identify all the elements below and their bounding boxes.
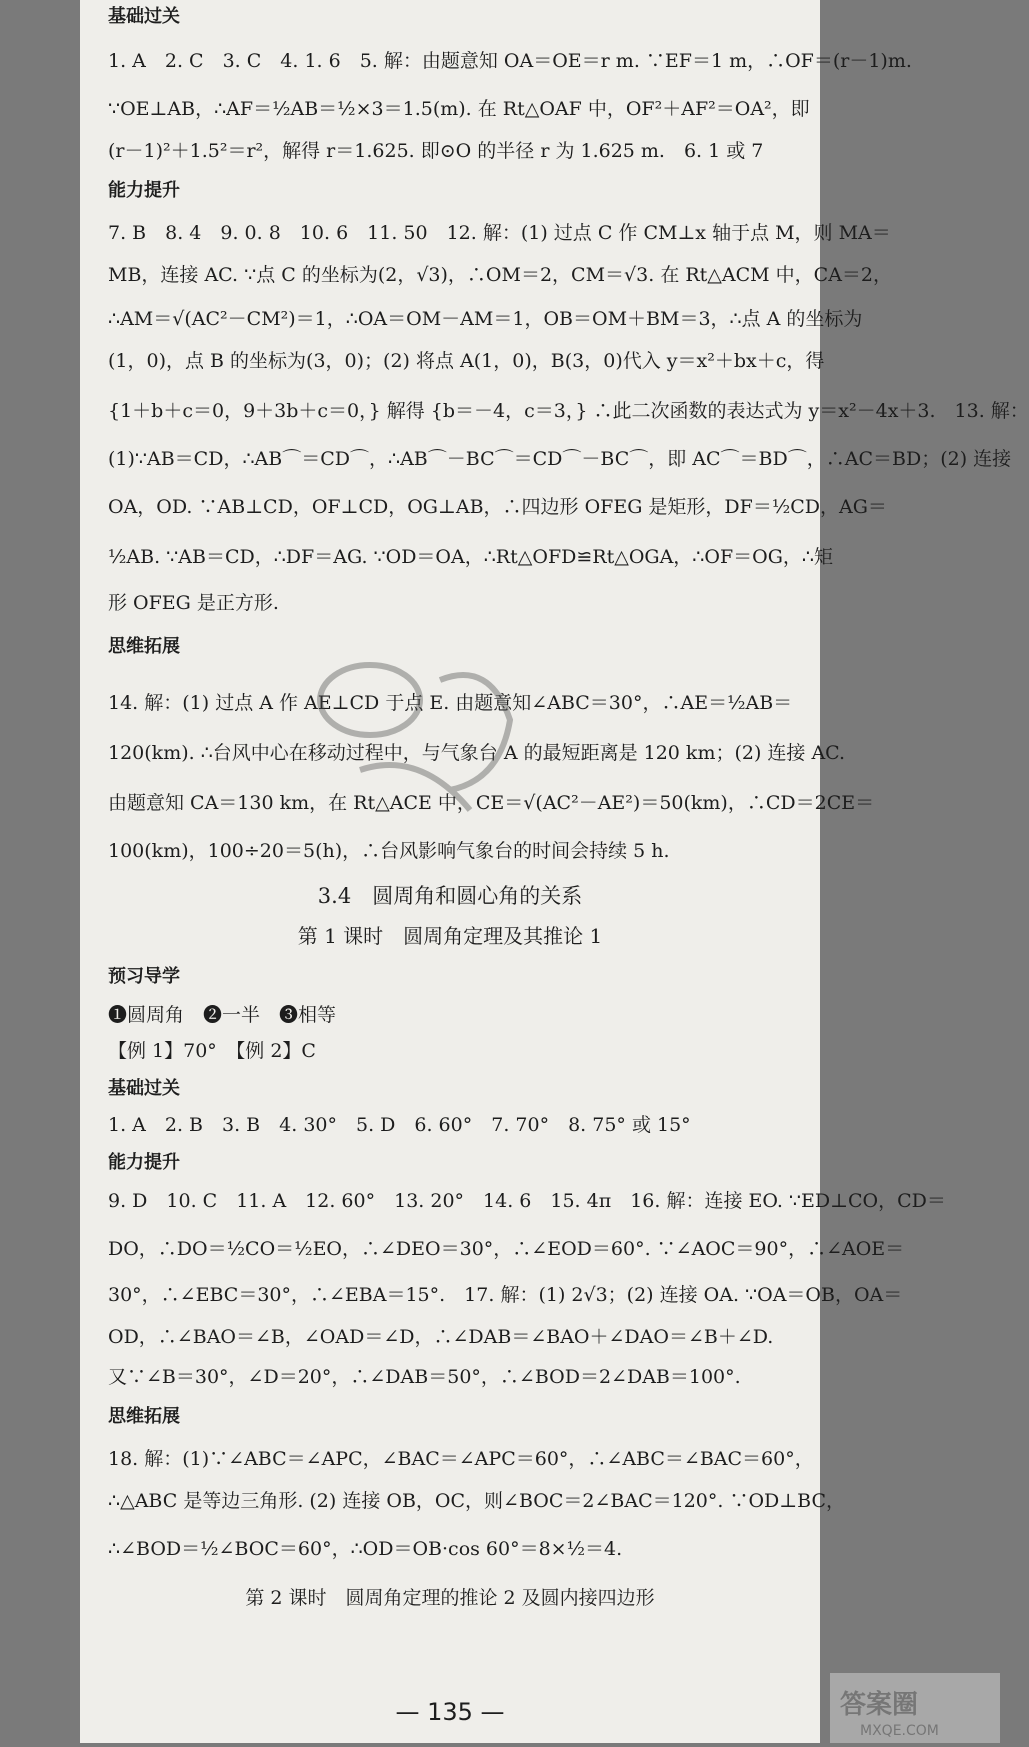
site-logo bbox=[830, 1673, 1000, 1743]
lesson-title: 第 2 课时 圆周角定理的推论 2 及圆内接四边形 bbox=[245, 1587, 655, 1609]
section-heading: 能力提升 bbox=[108, 180, 180, 201]
text-line: 7. B 8. 4 9. 0. 8 10. 6 11. 50 12. 解：(1) 过点 C 作 CM⊥x 轴于点 M，则 MA＝ bbox=[108, 222, 891, 244]
text-line: 由题意知 CA＝130 km，在 Rt△ACE 中，CE＝√(AC²－AE²)＝50(km)，∴CD＝2CE＝ bbox=[108, 792, 875, 814]
text-line: OA，OD. ∵AB⊥CD，OF⊥CD，OG⊥AB，∴四边形 OFEG 是矩形，DF＝½CD，AG＝ bbox=[108, 496, 887, 518]
text-line: 30°，∴∠EBC＝30°，∴∠EBA＝15°. 17. 解：(1) 2√3；(2) 连接 OA. ∵OA＝OB，OA＝ bbox=[108, 1284, 903, 1306]
text-line: 1. A 2. B 3. B 4. 30° 5. D 6. 60° 7. 70° 8. 75° 或 15° bbox=[108, 1114, 691, 1136]
text-line: ∴AM＝√(AC²－CM²)＝1，∴OA＝OM－AM＝1，OB＝OM＋BM＝3，∴点 A 的坐标为 bbox=[108, 308, 863, 330]
text-line: 9. D 10. C 11. A 12. 60° 13. 20° 14. 6 15. 4π 16. 解：连接 EO. ∵ED⊥CO，CD＝ bbox=[108, 1190, 946, 1212]
text-line: DO，∴DO＝½CO＝½EO，∴∠DEO＝30°，∴∠EOD＝60°. ∵∠AOC＝90°，∴∠AOE＝ bbox=[108, 1238, 905, 1260]
text-line: 1. A 2. C 3. C 4. 1. 6 5. 解：由题意知 OA＝OE＝r m. ∵EF＝1 m，∴OF＝(r－1)m. bbox=[108, 50, 912, 72]
text-line: (1)∵AB＝CD，∴AB⌒＝CD⌒，∴AB⌒－BC⌒＝CD⌒－BC⌒，即 AC⌒＝BD⌒，∴AC＝BD；(2) 连接 bbox=[108, 448, 1012, 470]
text-line: (r－1)²＋1.5²＝r²，解得 r＝1.625. 即⊙O 的半径 r 为 1.625 m. 6. 1 或 7 bbox=[108, 140, 764, 162]
svg-text:MXQE.COM: MXQE.COM bbox=[860, 1723, 939, 1739]
text-line: OD，∴∠BAO＝∠B，∠OAD＝∠D，∴∠DAB＝∠BAO＋∠DAO＝∠B＋∠D. bbox=[108, 1326, 774, 1348]
text-line: ∵OE⊥AB，∴AF＝½AB＝½×3＝1.5(m). 在 Rt△OAF 中，OF²＋AF²＝OA²，即 bbox=[108, 98, 810, 120]
section-heading: 能力提升 bbox=[108, 1152, 180, 1173]
section-heading: 基础过关 bbox=[108, 1078, 180, 1099]
page-number: — 135 — bbox=[395, 1698, 505, 1726]
text-line: 又∵∠B＝30°，∠D＝20°，∴∠DAB＝50°，∴∠BOD＝2∠DAB＝100°. bbox=[108, 1366, 741, 1388]
section-heading: 思维拓展 bbox=[108, 1406, 180, 1427]
text-line: 100(km)，100÷20＝5(h)，∴台风影响气象台的时间会持续 5 h. bbox=[108, 840, 670, 862]
text-line: 形 OFEG 是正方形. bbox=[108, 592, 279, 614]
lesson-title: 第 1 课时 圆周角定理及其推论 1 bbox=[297, 924, 603, 948]
section-title: 3.4 圆周角和圆心角的关系 bbox=[317, 884, 583, 908]
text-line: ∴∠BOD＝½∠BOC＝60°，∴OD＝OB·cos 60°＝8×½＝4. bbox=[108, 1538, 623, 1560]
text-line: ∴△ABC 是等边三角形. (2) 连接 OB，OC，则∠BOC＝2∠BAC＝120°. ∵OD⊥BC， bbox=[108, 1490, 845, 1512]
text-line: (1，0)，点 B 的坐标为(3，0)；(2) 将点 A(1，0)，B(3，0)代入 y＝x²＋bx＋c，得 bbox=[108, 350, 825, 372]
text-line: ½AB. ∵AB＝CD，∴DF＝AG. ∵OD＝OA，∴Rt△OFD≌Rt△OGA，∴OF＝OG，∴矩 bbox=[108, 546, 833, 568]
section-heading: 基础过关 bbox=[108, 6, 180, 27]
text-line: ❶圆周角 ❷一半 ❸相等 bbox=[108, 1004, 337, 1026]
section-heading: 预习导学 bbox=[108, 966, 180, 987]
text-line: 14. 解：(1) 过点 A 作 AE⊥CD 于点 E. 由题意知∠ABC＝30°，∴AE＝½AB＝ bbox=[108, 692, 793, 714]
text-line: 【例 1】70° 【例 2】C bbox=[108, 1040, 316, 1062]
section-heading: 思维拓展 bbox=[108, 636, 180, 657]
svg-text:答案圈: 答案圈 bbox=[840, 1690, 919, 1720]
text-line: 18. 解：(1)∵∠ABC＝∠APC，∠BAC＝∠APC＝60°，∴∠ABC＝∠BAC＝60°， bbox=[108, 1448, 814, 1470]
text-line: {1＋b＋c＝0，9＋3b＋c＝0，} 解得 {b＝－4，c＝3，} ∴此二次函数的表达式为 y＝x²－4x＋3. 13. 解： bbox=[108, 400, 1029, 422]
text-line: 120(km). ∴台风中心在移动过程中，与气象台 A 的最短距离是 120 km；(2) 连接 AC. bbox=[108, 742, 846, 764]
text-line: MB，连接 AC. ∵点 C 的坐标为(2，√3)，∴OM＝2，CM＝√3. 在 Rt△ACM 中，CA＝2， bbox=[108, 264, 893, 286]
